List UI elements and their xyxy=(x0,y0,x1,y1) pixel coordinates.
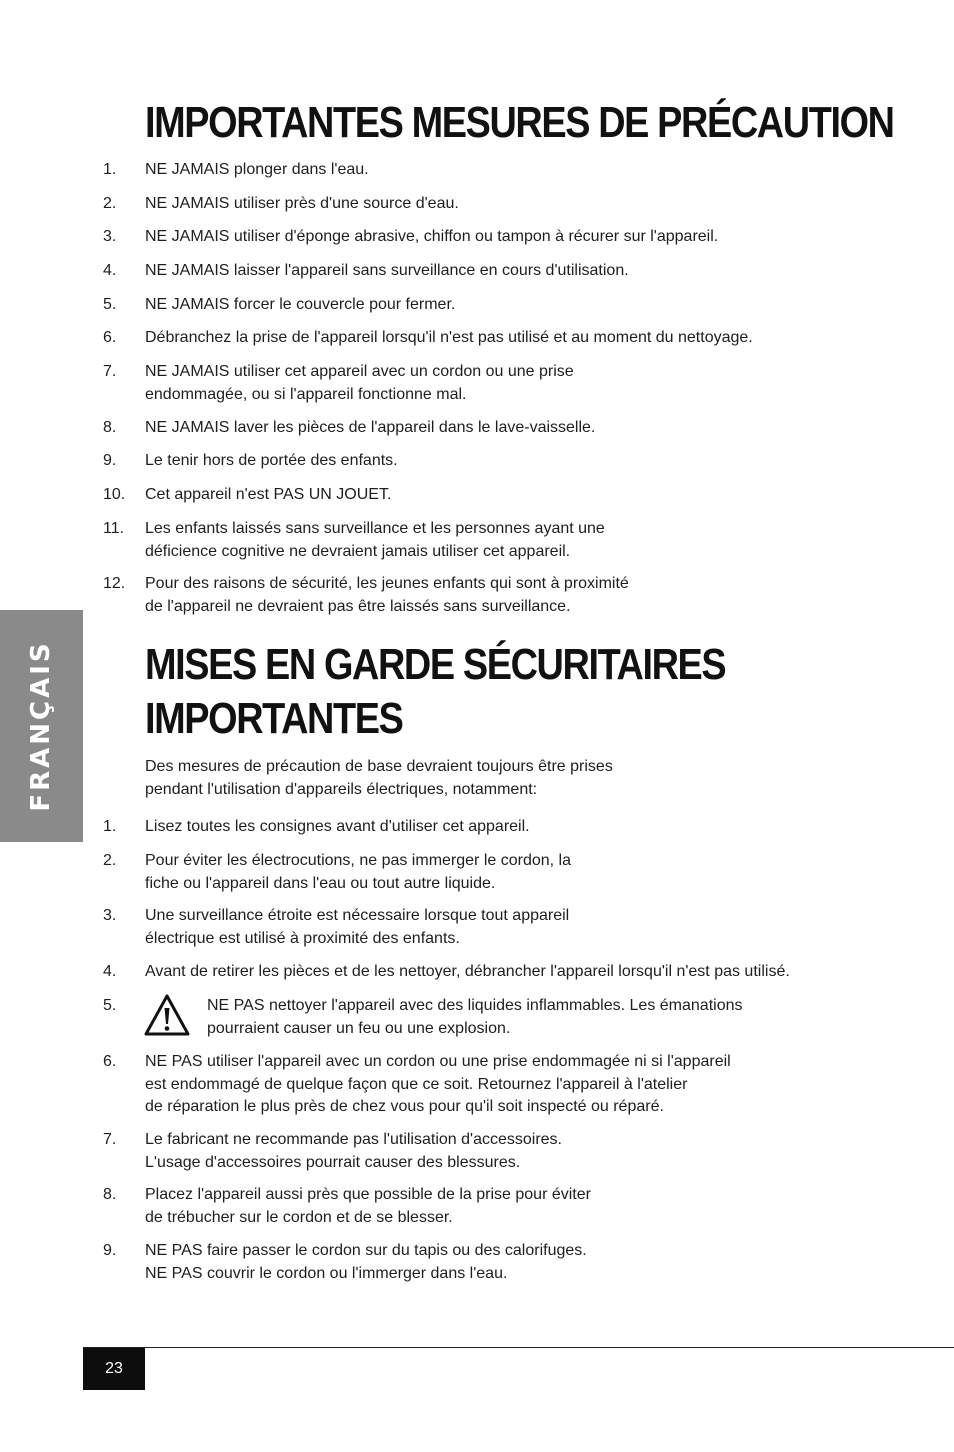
list-number: 10. xyxy=(103,486,126,503)
heading-line-2: IMPORTANTES xyxy=(145,694,403,743)
list-number: 1. xyxy=(103,818,117,835)
list-number: 2. xyxy=(103,852,117,869)
list-text: Le fabricant ne recommande pas l'utilisation d'accessoires. L'usage d'accessoires pourrait causer des blessures. xyxy=(145,1131,562,1171)
list-text: NE PAS nettoyer l'appareil avec des liquides inflammables. Les émanations pourraient causer un feu ou une explosion. xyxy=(207,997,743,1037)
warning-triangle-icon xyxy=(143,993,191,1037)
list-number: 11. xyxy=(103,520,125,537)
list-number: 9. xyxy=(103,1242,117,1259)
footer-rule xyxy=(83,1347,954,1348)
list-text: Les enfants laissés sans surveillance et les personnes ayant une déficience cognitive ne devraient jamais utiliser cet appareil. xyxy=(145,520,605,560)
list-text: Débranchez la prise de l'appareil lorsqu'il n'est pas utilisé et au moment du nettoyage. xyxy=(145,329,753,346)
list-text: NE JAMAIS utiliser près d'une source d'eau. xyxy=(145,195,459,212)
list-text: NE JAMAIS utiliser cet appareil avec un cordon ou une prise endommagée, ou si l'appareil fonctionne mal. xyxy=(145,363,574,403)
language-tab-label: FRANÇAIS xyxy=(26,640,56,812)
section-heading-precautions: IMPORTANTES MESURES DE PRÉCAUTION xyxy=(145,98,894,147)
list-number: 12. xyxy=(103,575,126,592)
heading-line-1: MISES EN GARDE SÉCURITAIRES xyxy=(145,640,726,689)
section-heading-safety-warnings xyxy=(145,638,725,746)
list-number: 7. xyxy=(103,363,117,380)
language-side-tab xyxy=(0,610,83,842)
list-text: NE JAMAIS plonger dans l'eau. xyxy=(145,161,369,178)
intro-paragraph: Des mesures de précaution de base devraient toujours être prises pendant l'utilisation d'appareils électriques, notamment: xyxy=(145,758,613,798)
list-text: NE PAS utiliser l'appareil avec un cordon ou une prise endommagée ni si l'appareil est endommagé de quelque façon que ce soit. Retournez l'appareil à l'atelier de réparation le plus près de chez vous pour qu'il soit inspecté ou réparé. xyxy=(145,1053,731,1115)
list-number: 2. xyxy=(103,195,117,212)
list-text: Lisez toutes les consignes avant d'utiliser cet appareil. xyxy=(145,818,530,835)
list-text: NE JAMAIS laver les pièces de l'appareil dans le lave-vaisselle. xyxy=(145,419,596,436)
list-text: Pour éviter les électrocutions, ne pas immerger le cordon, la fiche ou l'appareil dans l'eau ou tout autre liquide. xyxy=(145,852,571,892)
list-number: 8. xyxy=(103,419,117,436)
list-number: 6. xyxy=(103,329,117,346)
list-number: 4. xyxy=(103,262,117,279)
list-number: 6. xyxy=(103,1053,117,1070)
page-number: 23 xyxy=(83,1348,145,1390)
list-text: NE JAMAIS utiliser d'éponge abrasive, chiffon ou tampon à récurer sur l'appareil. xyxy=(145,228,719,245)
list-number: 5. xyxy=(103,296,117,313)
list-number: 9. xyxy=(103,452,117,469)
list-number: 7. xyxy=(103,1131,117,1148)
list-number: 3. xyxy=(103,228,117,245)
list-text: NE JAMAIS laisser l'appareil sans surveillance en cours d'utilisation. xyxy=(145,262,629,279)
list-text: Avant de retirer les pièces et de les nettoyer, débrancher l'appareil lorsqu'il n'est pas utilisé. xyxy=(145,963,790,980)
list-text: Le tenir hors de portée des enfants. xyxy=(145,452,398,469)
list-number: 4. xyxy=(103,963,117,980)
list-number: 5. xyxy=(103,997,117,1014)
list-text: Une surveillance étroite est nécessaire lorsque tout appareil électrique est utilisé à proximité des enfants. xyxy=(145,907,570,947)
list-number: 3. xyxy=(103,907,117,924)
list-text: Cet appareil n'est PAS UN JOUET. xyxy=(145,486,392,503)
list-text: NE PAS faire passer le cordon sur du tapis ou des calorifuges. NE PAS couvrir le cordon ou l'immerger dans l'eau. xyxy=(145,1242,587,1282)
list-text: Placez l'appareil aussi près que possible de la prise pour éviter de trébucher sur le cordon et de se blesser. xyxy=(145,1186,591,1226)
list-text: NE JAMAIS forcer le couvercle pour fermer. xyxy=(145,296,456,313)
list-text: Pour des raisons de sécurité, les jeunes enfants qui sont à proximité de l'appareil ne devraient pas être laissés sans surveillance. xyxy=(145,575,629,615)
list-number: 1. xyxy=(103,161,117,178)
list-number: 8. xyxy=(103,1186,117,1203)
